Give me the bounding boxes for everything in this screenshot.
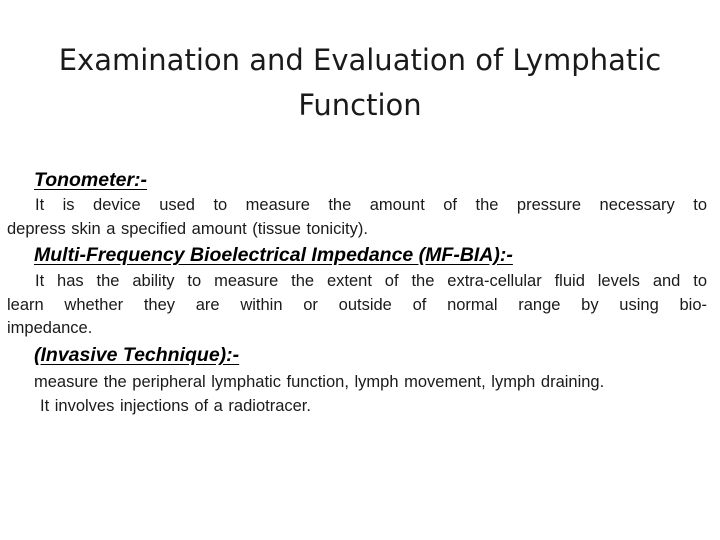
section-tonometer-heading: Tonometer:- [34,169,148,191]
section-tonometer-text [7,194,707,241]
section-tonometer-line-1: It is device used to measure the amount of the pressure necessary to [35,196,707,214]
section-tonometer-line-2: depress skin a specified amount (tissue tonicity). [7,219,368,238]
slide-title [40,38,680,128]
section-invasive-line-1: measure the peripheral lymphatic function, lymph movement, lymph draining. [34,373,605,391]
section-mfbia-line-2: learn whether they are within or outside of normal range by using bio- [7,295,707,314]
section-mfbia-line-1: It has the ability to measure the extent of the extra-cellular fluid levels and to [35,272,707,290]
slide-title-line-2: Function [298,88,422,122]
section-invasive-line-2: It involves injections of a radiotracer. [40,396,311,415]
section-mfbia-heading: Multi-Frequency Bioelectrical Impedance (MF-BIA):- [34,244,513,266]
slide-title-line-1: Examination and Evaluation of Lymphatic [58,43,662,77]
section-invasive-heading: (Invasive Technique):- [34,344,240,366]
section-invasive-text [34,371,714,418]
section-mfbia-text [7,270,707,341]
section-mfbia-line-3: impedance. [7,319,93,337]
